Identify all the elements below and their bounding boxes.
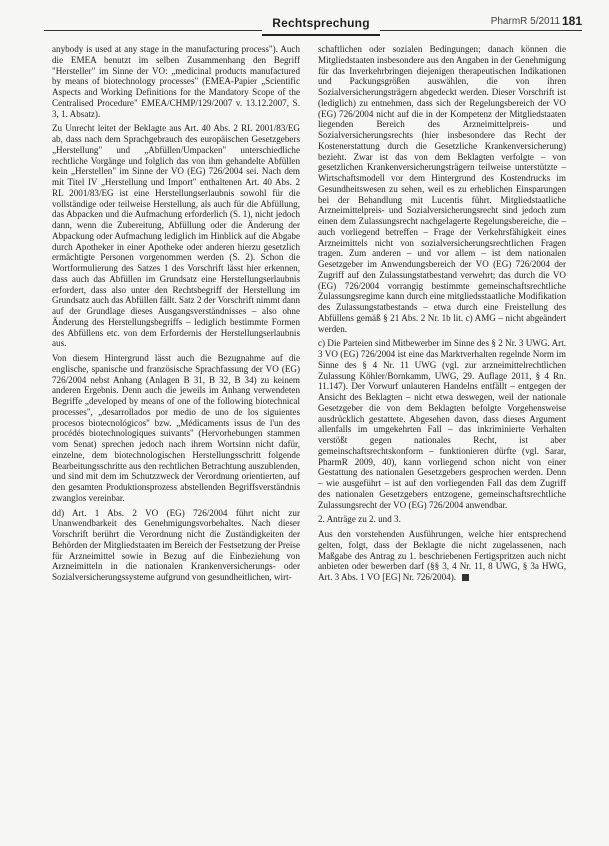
page-number: 181	[561, 14, 582, 28]
page-header	[44, 6, 582, 40]
end-of-article-mark	[462, 574, 469, 581]
paragraph: Von diesem Hintergrund lässt auch die Bezugnahme auf die englische, spanische und französische Sprachfassung der VO (EG) 726/2004 nebst Anhang (Anlagen B 31, B 32, B 34) zu keinem anderen Ergebnis. Denn auch die jeweils im Anhang verwendeten Begriffe „developed by means of one of the following biotechnical processes", „desarrollados por medio de uno de los siguientes procesos biotecnológicos" bzw. „Médicaments issus de l'un des procédés biotechnologiques suivants" (Hervorhebungen stammen vom Senat) sprechen jedoch nach ihrem Wortsinn nicht dafür, einzelne, dem biotechnologischen Herstellungsschritt folgende Bearbeitungsschritte aus den rechtlichen Betrachtung auszublenden, und sind mit dem im Schutzzweck der Verordnung orientierten, auf den gesamten Produktionsprozess abstellenden Begriffsverständnis zwanglos vereinbar.	[52, 353, 300, 503]
paragraph	[318, 529, 566, 583]
paragraph: dd) Art. 1 Abs. 2 VO (EG) 726/2004 führt nicht zur Unanwendbarkeit des Genehmigungsvorbehaltes. Nach dieser Vorschrift berührt die Verordnung nicht die Zuständigkeiten der Behörden der Mitgliedstaaten im Bereich der Festsetzung der Preise für Arzneimittel sowie in Bezug auf die Einbeziehung von Arzneimitteln in die nationalen Krankenversicherungs- oder Sozialversicherungssysteme aufgrund von gesundheitlichen, wirt-	[52, 507, 300, 582]
subheading: 2. Anträge zu 2. und 3.	[318, 514, 401, 525]
left-column	[52, 44, 300, 587]
paragraph: schaftlichen oder sozialen Bedingungen; danach können die Mitgliedstaaten insbesondere aus den Angaben in der Genehmigung für das Inverkehrbringen diejenigen therapeutischen Indikationen und Packungsgrößen auswählen, die von ihren Sozialversicherungsträgern abgedeckt werden. Dieser Vorschrift ist (lediglich) zu entnehmen, dass sich der Regelungsbereich der VO (EG) 726/2004 nicht auf die in der Kompetenz der Mitgliedstaaten liegenden Bereich des Arzneimittelpreis- und Sozialversicherungsrechts (hier insbesondere das Recht der Kostenerstattung durch die Gesetzliche Krankenversicherung) bezieht. Zwar ist das von dem Beklagten verfolgte – von gesetzlichen Krankenversicherungsträgern teilweise unterstützte – Wirtschaftsmodell vor dem Hintergrund des Kostendrucks im Gesundheitswesen zu sehen, weil es zu erheblichen Einsparungen bei der Behandlung mit Lucentis führt. Mitgliedstaatliche Arzneimittelpreis- und Sozialversicherungsrecht sind jedoch zum einen dem Zulassungsrecht nachgelagerte Regelungsbereiche, die – auch vorliegend betreffen – Frage der Verkehrsfähigkeit eines Arzneimittels nicht von sozialversicherungsrechtlichen Fragen tragen. Zum anderen – und vor allem – ist dem nationalen Gesetzgeber im Anwendungsbereich der VO (EG) 726/2004 der Zugriff auf den Zulassungstatbestand verwehrt; das durch die VO (EG) 726/2004 vorrangig bestimmte gemeinschaftsrechtliche Zulassungsregime kann durch eine mitgliedsstaatliche Modifikation des Zulassungstatbestands – etwa durch eine Freistellung des Abfüllens gemäß § 21 Abs. 2 Nr. 1b lit. c) AMG – nicht abgeändert werden.	[318, 44, 566, 334]
paragraph: c) Die Parteien sind Mitbewerber im Sinne des § 2 Nr. 3 UWG. Art. 3 VO (EG) 726/2004 ist eine das Marktverhalten regelnde Norm im Sinne des § 4 Nr. 11 UWG (vgl. zur arzneimittelrechtlichen Zulassung Köhler/Bornkamm, UWG, 29. Auflage 2011, § 4 Rn. 11.147). Der Vorwurf unlauteren Handelns entfällt – entgegen der Ansicht des Beklagten – nicht etwa deswegen, weil der nationale Gesetzgeber die von dem Beklagten befolgte Vorgehensweise ausdrücklich gestattete. Abgesehen davon, dass dieses Argument allenfalls im umgekehrten Fall – das inkriminierte Verhalten verstößt gegen nationales Recht, ist aber gemeinschaftsrechtskonform – funktionieren dürfte (vgl. Sarar, PharmR 2009, 40), kann vorliegend schon nicht von einer Gestattung des nationalen Gesetzgebers gesprochen werden. Denn – wie ausgeführt – ist auf den vorliegenden Fall das dem Zugriff des nationalen Gesetzgebers entzogene, gemeinschaftsrechtliche Zulassungsrecht der VO (EG) 726/2004 anwendbar.	[318, 338, 566, 510]
section-title: Rechtsprechung	[262, 14, 380, 36]
paragraph: Zu Unrecht leitet der Beklagte aus Art. 40 Abs. 2 RL 2001/83/EG ab, dass nach dem Sprachgebrauch des europäischen Gesetzgebers „Herstellung" und „Abfüllen/Umpacken" unterschiedliche rechtliche Vorgänge und folglich das von ihm gehandelte Abfüllen kein „Herstellen" im Sinne der VO (EG) 726/2004 sei. Nach dem mit Titel IV „Herstellung und Import" enthaltenen Art. 40 Abs. 2 RL 2001/83/EG ist eine Herstellungserlaubnis sowohl für die vollständige oder teilweise Herstellung, als auch für die Abfüllung, das Abpacken und die Aufmachung erforderlich (S. 1), nicht jedoch dann, wenn die Zubereitung, Abfüllung oder die Änderung der Abpackung oder Aufmachung lediglich im Hinblick auf die Abgabe durch Apotheker in einer Apotheke oder anderen hierzu gesetzlich ermächtigte Personen vorgenommen werden (S. 2). Schon die Wortformulierung des Satzes 1 des Vorschrift lässt hier erkennen, dass auch das Abfüllen im Grundsatz eine Herstellungserlaubnis erfordert, dass also unter den Rechtsbegriff der Herstellung im Grundsatz auch das Abfüllen fällt. Satz 2 der Vorschrift nimmt dann auf der Grundlage dieses Ausgangsverständnisses – also ohne Änderung des Herstellungsbegriffs – lediglich bestimmte Formen des Abfüllens etc. von dem Erfordernis der Herstellungserlaubnis aus.	[52, 123, 300, 349]
paragraph: anybody is used at any stage in the manufacturing process"). Auch die EMEA benutzt im selben Zusammenhang den Begriff "Hersteller" im Sinne der VO: „medicinal products manufactured by means of biotechnology processes" (EMEA-Papier „Scientific Aspects and Working Definitions for the Mandatory Scope of the Centralised Procedure" EMEA/CHMP/129/2007 v. 13.12.2007, S. 3, 1. Absatz).	[52, 44, 300, 119]
paragraph-text: Aus den vorstehenden Ausführungen, welche hier entsprechend gelten, folgt, dass der Beklagte die nicht zugelassenen, nach Maßgabe des Antrag zu 1. beschriebenen Fertigspritzen auch nicht anbieten oder bewerben darf (§§ 3, 4 Nr. 11, 8 UWG, § 3a HWG, Art. 3 Abs. 1 VO [EG] Nr. 726/2004).	[318, 529, 566, 582]
right-column	[318, 44, 566, 587]
journal-reference: PharmR 5/2011	[490, 16, 560, 27]
